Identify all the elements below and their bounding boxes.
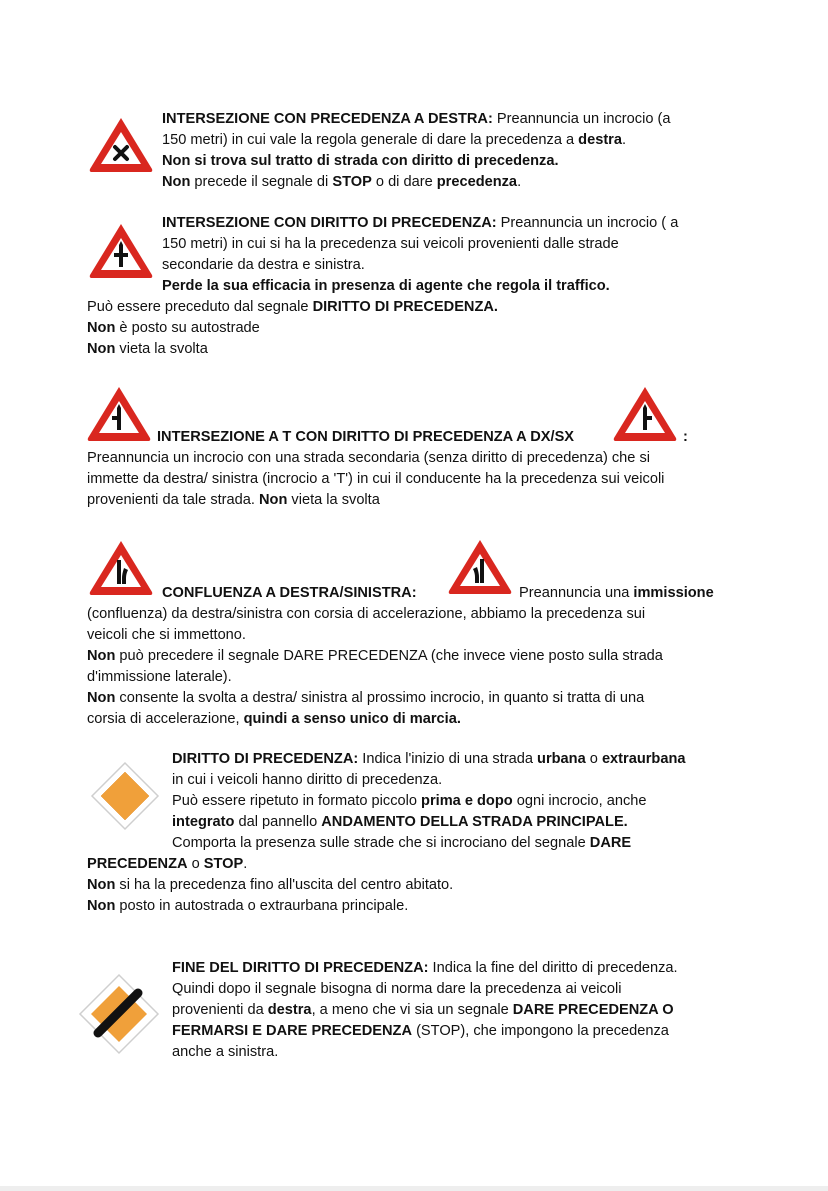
text-run: o [187,856,204,872]
intersezione-t-line-5 [87,490,380,511]
text-run: d'immissione laterale). [87,669,232,685]
text-run: . [243,856,248,872]
text-run: ANDAMENTO DELLA STRADA PRINCIPALE. [321,814,628,830]
precedenza-destra-line-3 [162,151,559,172]
intersezione-t-line-4 [87,469,664,490]
text-run: vieta la svolta [287,492,380,508]
diritto-di-precedenza-line-8 [87,896,408,917]
precedenza-destra-line-2 [162,130,626,151]
text-run: destra [578,132,622,148]
text-run: STOP [203,856,244,872]
intersezione-t-line-3 [87,448,650,469]
text-run: urbana [537,751,586,767]
diritto-di-precedenza-line-6 [87,854,247,875]
text-run: Preannuncia un incrocio (a [492,111,671,127]
confluenza-line-6 [87,667,232,688]
text-run: 150 metri) in cui si ha la precedenza sui veicoli provenienti dalle strade [162,236,619,252]
text-run: è posto su autostrade [115,320,260,336]
page-divider [0,1186,828,1191]
text-run: DARE PRECEDENZA O [512,1002,674,1018]
diritto-precedenza-intersezione-line-3 [162,255,365,276]
text-run: quindi a senso unico di marcia. [243,711,461,727]
diritto-precedenza-intersezione-line-6 [87,318,260,339]
text-run: integrato [172,814,235,830]
text-run: corsia di accelerazione, [87,711,244,727]
text-run: destra [267,1002,312,1018]
diritto-di-precedenza-line-4 [172,812,628,833]
text-run: si ha la precedenza fino all'uscita del centro abitato. [115,877,454,893]
text-run: Preannuncia una [519,585,634,601]
diritto-di-precedenza-line-5 [172,833,631,854]
text-run: Non [87,341,116,357]
text-run: Non si trova sul tratto di strada con diritto di precedenza. [162,153,559,169]
text-run: può precedere il segnale DARE PRECEDENZA (che invece viene posto sulla strada [115,648,663,664]
text-run: : [683,429,688,445]
text-run: secondarie da destra e sinistra. [162,257,365,273]
diritto-di-precedenza-line-1 [172,749,685,770]
diritto-di-precedenza-line-2 [172,770,442,791]
text-run: Non [87,690,116,706]
text-run: Indica la fine del diritto di precedenza. [428,960,678,976]
fine-diritto-line-4 [172,1021,669,1042]
text-run: consente la svolta a destra/ sinistra al prossimo incrocio, in quanto si tratta di una [115,690,645,706]
confluenza-line-3 [87,604,645,625]
text-run: . [517,174,522,190]
precedenza-destra-line-4 [162,172,521,193]
confluenza-line-1 [162,583,417,604]
text-run: Può essere preceduto dal segnale [87,299,313,315]
crossroads-warning-icon [88,115,154,173]
text-run: veicoli che si immettono. [87,627,246,643]
text-run: Comporta la presenza sulle strade che si incrociano del segnale [172,835,590,851]
confluenza-line-8 [87,709,461,730]
text-run: STOP [332,174,372,190]
fine-diritto-line-2 [172,979,621,1000]
confluenza-line-5 [87,646,663,667]
text-run: , a meno che vi sia un segnale [311,1002,513,1018]
end-priority-road-icon [78,973,160,1055]
diritto-di-precedenza-line-3 [172,791,647,812]
text-run: o di dare [371,174,437,190]
diritto-precedenza-intersezione-line-5 [87,297,498,318]
text-run: extraurbana [601,751,686,767]
text-run: INTERSEZIONE A T CON DIRITTO DI PRECEDENZA A DX/SX [157,429,575,445]
text-run: ogni incrocio, anche [512,793,647,809]
text-run: anche a sinistra. [172,1044,279,1060]
confluenza-line-2 [519,583,714,604]
text-run: Non [87,898,116,914]
text-run: (confluenza) da destra/sinistra con corsia di accelerazione, abbiamo la precedenza sui [87,606,646,622]
text-run: DARE [589,835,632,851]
confluenza-line-7 [87,688,644,709]
text-run: Può essere ripetuto in formato piccolo [172,793,422,809]
text-run: immette da destra/ sinistra (incrocio a 'T') in cui il conducente ha la precedenza sui veicoli [87,471,665,487]
fine-diritto-line-5 [172,1042,278,1063]
merge-left-warning-icon [447,537,513,595]
text-run: Quindi dopo il segnale bisogna di norma dare la precedenza ai veicoli [172,981,622,997]
text-run: Preannuncia un incrocio ( a [496,215,679,231]
text-run: provenienti da tale strada. [87,492,259,508]
diritto-precedenza-intersezione-line-4 [162,276,610,297]
text-run: vieta la svolta [115,341,208,357]
priority-road-icon [90,761,160,831]
text-run: Non [87,648,116,664]
diritto-precedenza-intersezione-line-7 [87,339,208,360]
text-run: in cui i veicoli hanno diritto di precedenza. [172,772,443,788]
t-junction-left-warning-icon [86,384,152,442]
t-junction-right-warning-icon [612,384,678,442]
fine-diritto-line-1 [172,958,678,979]
text-run: Non [259,492,288,508]
text-run: dal pannello [234,814,322,830]
fine-diritto-line-3 [172,1000,674,1021]
text-run: provenienti da [172,1002,268,1018]
text-run: o [585,751,602,767]
priority-crossroad-warning-icon [88,221,154,279]
intersezione-t-line-2 [683,427,688,448]
text-run: Non [87,877,116,893]
precedenza-destra-line-1 [162,109,670,130]
text-run: CONFLUENZA A DESTRA/SINISTRA: [162,585,417,601]
text-run: Indica l'inizio di una strada [358,751,538,767]
text-run: Non [162,174,191,190]
text-run: 150 metri) in cui vale la regola generale di dare la precedenza a [162,132,579,148]
text-run: Non [87,320,116,336]
text-run: prima e dopo [421,793,513,809]
text-run: INTERSEZIONE CON PRECEDENZA A DESTRA: [162,111,493,127]
intersezione-t-line-1 [157,427,574,448]
diritto-precedenza-intersezione-line-2 [162,234,619,255]
text-run: precedenza [436,174,518,190]
diritto-di-precedenza-line-7 [87,875,453,896]
text-run: DIRITTO DI PRECEDENZA: [172,751,359,767]
text-run: Preannuncia un incrocio con una strada secondaria (senza diritto di precedenza) che si [87,450,650,466]
text-run: Perde la sua efficacia in presenza di agente che regola il traffico. [162,278,610,294]
text-run: precede il segnale di [190,174,333,190]
text-run: PRECEDENZA [87,856,188,872]
text-run: FERMARSI E DARE PRECEDENZA [172,1023,413,1039]
confluenza-line-4 [87,625,246,646]
diritto-precedenza-intersezione-line-1 [162,213,678,234]
text-run: immissione [633,585,714,601]
text-run: . [621,132,627,148]
merge-right-warning-icon [88,538,154,596]
text-run: (STOP), che impongono la precedenza [412,1023,669,1039]
text-run: posto in autostrada o extraurbana principale. [115,898,409,914]
text-run: FINE DEL DIRITTO DI PRECEDENZA: [172,960,429,976]
text-run: INTERSEZIONE CON DIRITTO DI PRECEDENZA: [162,215,497,231]
text-run: DIRITTO DI PRECEDENZA. [312,299,498,315]
